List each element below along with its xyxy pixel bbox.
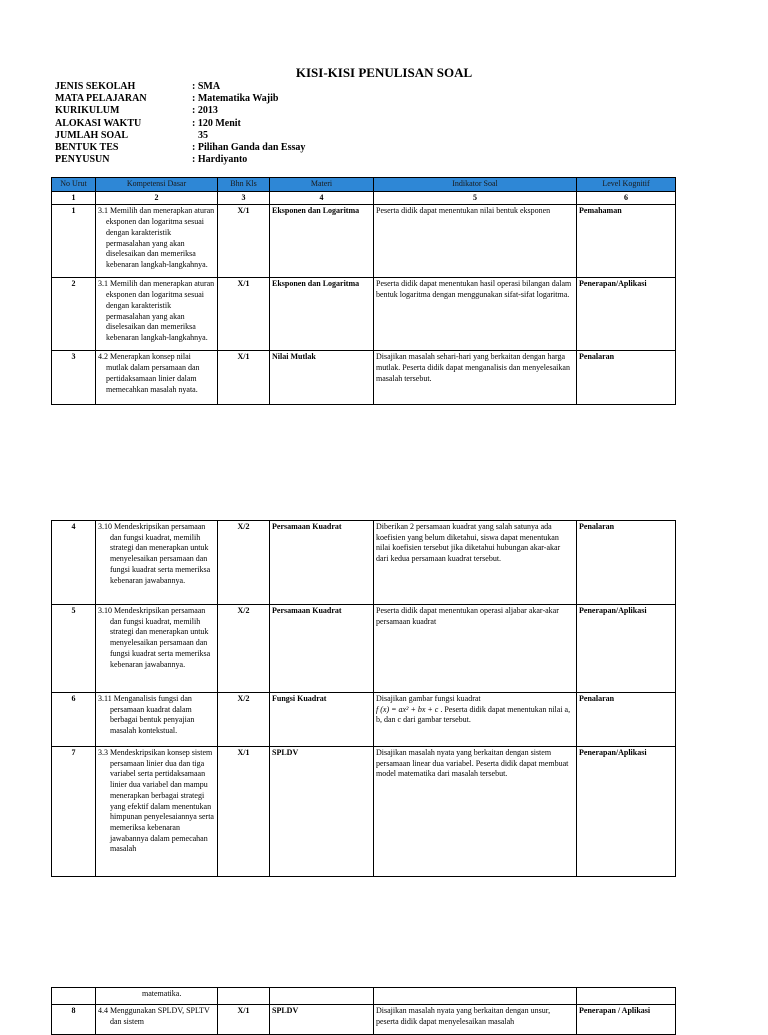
table-row <box>52 605 676 693</box>
kisi-kisi-table-page-3 <box>51 987 676 1035</box>
meta-value: : 120 Menit <box>192 117 241 129</box>
meta-row <box>55 93 305 105</box>
meta-key: BENTUK TES <box>55 142 119 154</box>
row-number: 1 <box>52 205 96 278</box>
header-indikator: Indikator Soal <box>374 178 577 192</box>
kelas: X/1 <box>218 1005 270 1035</box>
col-number: 6 <box>577 191 676 205</box>
indikator-soal: Diberikan 2 persamaan kuadrat yang salah satunya ada koefisien yang belum diketahui, siswa dapat menentukan nilai koefisien tersebut jika diketahui hubungan akar-akar dari kedua persamaan kuadrat tersebut. <box>374 521 577 605</box>
quadratic-formula: f (x) = ax² + bx + c <box>376 704 439 714</box>
kelas: X/2 <box>218 605 270 693</box>
kompetensi-dasar: 3.10 Mendeskripsikan persamaan dan fungsi kuadrat, memilih strategi dan menerapkan untuk menyelesaikan persamaan dan fungsi kuadrat serta memeriksa kebenaran jawabannya. <box>96 605 218 693</box>
meta-key: MATA PELAJARAN <box>55 93 147 105</box>
header-materi: Materi <box>270 178 374 192</box>
col-number: 1 <box>52 191 96 205</box>
table-row <box>52 747 676 877</box>
meta-value: : Pilihan Ganda dan Essay <box>192 142 306 154</box>
document-meta <box>55 81 305 166</box>
level-kognitif: Penalaran <box>577 351 676 405</box>
indikator-text: Disajikan gambar fungsi kuadrat <box>376 694 481 703</box>
indikator-soal: Disajikan masalah nyata yang berkaitan dengan sistem persamaan linear dua variabel. Peserta didik dapat membuat model matematika dari masalah tersebut. <box>374 747 577 877</box>
col-number: 3 <box>218 191 270 205</box>
row-number: 6 <box>52 693 96 747</box>
level-kognitif: Penerapan/Aplikasi <box>577 747 676 877</box>
header-level: Level Kognitif <box>577 178 676 192</box>
materi: Persamaan Kuadrat <box>270 605 374 693</box>
meta-key: PENYUSUN <box>55 154 110 166</box>
meta-row <box>55 154 305 166</box>
kompetensi-dasar: 3.1 Memilih dan menerapkan aturan eksponen dan logaritma sesuai dengan karakteristik permasalahan yang akan diselesaikan dan memeriksa kebenaran langkah-langkahnya. <box>96 278 218 351</box>
level-kognitif: Penerapan / Aplikasi <box>577 1005 676 1035</box>
kelas: X/2 <box>218 693 270 747</box>
col-number: 5 <box>374 191 577 205</box>
kelas: X/1 <box>218 351 270 405</box>
meta-value: 35 <box>198 129 208 141</box>
kompetensi-dasar: 3.11 Menganalisis fungsi dan persamaan kuadrat dalam berbagai bentuk penyajian masalah kontekstual. <box>96 693 218 747</box>
table-header-row <box>52 178 676 192</box>
meta-key: ALOKASI WAKTU <box>55 117 142 129</box>
level-kognitif: Penalaran <box>577 521 676 605</box>
indikator-soal <box>374 693 577 747</box>
materi: Nilai Mutlak <box>270 351 374 405</box>
kompetensi-dasar: 4.4 Menggunakan SPLDV, SPLTV dan sistem <box>96 1005 218 1035</box>
kelas: X/1 <box>218 747 270 877</box>
materi: SPLDV <box>270 747 374 877</box>
col-number: 4 <box>270 191 374 205</box>
kompetensi-dasar: 4.2 Menerapkan konsep nilai mutlak dalam persamaan dan pertidaksamaan linier dalam memecahkan masalah nyata. <box>96 351 218 405</box>
column-number-row <box>52 191 676 205</box>
indikator-soal: Peserta didik dapat menentukan hasil operasi bilangan dalam bentuk logaritma dengan menggunakan sifat-sifat logaritma. <box>374 278 577 351</box>
meta-row <box>55 105 305 117</box>
materi: SPLDV <box>270 1005 374 1035</box>
meta-value: : 2013 <box>192 105 218 117</box>
row-number: 4 <box>52 521 96 605</box>
kelas: X/2 <box>218 521 270 605</box>
materi: Fungsi Kuadrat <box>270 693 374 747</box>
table-row <box>52 351 676 405</box>
col-number: 2 <box>96 191 218 205</box>
meta-value: : Matematika Wajib <box>192 93 279 105</box>
indikator-text: . Peserta didik dapat menentukan nilai a, b, dan c dari gambar tersebut. <box>376 704 571 725</box>
table-row <box>52 521 676 605</box>
level-kognitif: Penalaran <box>577 693 676 747</box>
indikator-soal: Disajikan masalah sehari-hari yang berkaitan dengan harga mutlak. Peserta didik dapat menganalisis dan menyelesaikan masalah tersebut. <box>374 351 577 405</box>
level-kognitif: Penerapan/Aplikasi <box>577 278 676 351</box>
meta-value: : Hardiyanto <box>192 154 248 166</box>
meta-row <box>55 130 305 142</box>
kelas: X/1 <box>218 278 270 351</box>
row-number: 3 <box>52 351 96 405</box>
meta-row <box>55 142 305 154</box>
row-number: 2 <box>52 278 96 351</box>
meta-row <box>55 81 305 93</box>
materi: Eksponen dan Logaritma <box>270 278 374 351</box>
table-row <box>52 1005 676 1035</box>
materi: Eksponen dan Logaritma <box>270 205 374 278</box>
table-row <box>52 693 676 747</box>
level-kognitif: Penerapan/Aplikasi <box>577 605 676 693</box>
row-number: 5 <box>52 605 96 693</box>
header-no: No Urut <box>52 178 96 192</box>
kisi-kisi-table-page-1 <box>51 177 676 405</box>
level-kognitif: Pemahaman <box>577 205 676 278</box>
kompetensi-dasar: 3.1 Memilih dan menerapkan aturan eksponen dan logaritma sesuai dengan karakteristik permasalahan yang akan diselesaikan dan memeriksa kebenaran langkah-langkahnya. <box>96 205 218 278</box>
document-title: KISI-KISI PENULISAN SOAL <box>295 65 473 80</box>
row-number: 8 <box>52 1005 96 1035</box>
kisi-kisi-table-page-2 <box>51 520 676 877</box>
kompetensi-dasar: 3.10 Mendeskripsikan persamaan dan fungsi kuadrat, memilih strategi dan menerapkan untuk menyelesaikan persamaan dan fungsi kuadrat serta memeriksa kebenaran jawabannya. <box>96 521 218 605</box>
continuation-row <box>52 988 676 1005</box>
kompetensi-continuation: matematika. <box>96 988 218 1005</box>
table-row <box>52 278 676 351</box>
meta-key: JENIS SEKOLAH <box>55 81 136 92</box>
table-row <box>52 205 676 278</box>
kelas: X/1 <box>218 205 270 278</box>
kompetensi-dasar: 3.3 Mendeskripsikan konsep sistem persamaan linier dua dan tiga variabel serta pertidaksamaan linier dua variabel dan mampu menerapkan berbagai strategi yang efektif dalam menentukan himpunan penyelesaiannya serta memeriksa kebenaran jawabannya dalam pemecahan masalah <box>96 747 218 877</box>
meta-key: KURIKULUM <box>55 105 120 117</box>
indikator-soal: Disajikan masalah nyata yang berkaitan dengan unsur, peserta didik dapat menyelesaikan masalah <box>374 1005 577 1035</box>
meta-key: JUMLAH SOAL <box>55 129 129 141</box>
meta-row <box>55 118 305 130</box>
row-number: 7 <box>52 747 96 877</box>
materi: Persamaan Kuadrat <box>270 521 374 605</box>
header-kompetensi: Kompetensi Dasar <box>96 178 218 192</box>
meta-value: : SMA <box>192 81 221 92</box>
indikator-soal: Peserta didik dapat menentukan operasi aljabar akar-akar persamaan kuadrat <box>374 605 577 693</box>
indikator-soal: Peserta didik dapat menentukan nilai bentuk eksponen <box>374 205 577 278</box>
header-kelas: Bhn Kls <box>218 178 270 192</box>
